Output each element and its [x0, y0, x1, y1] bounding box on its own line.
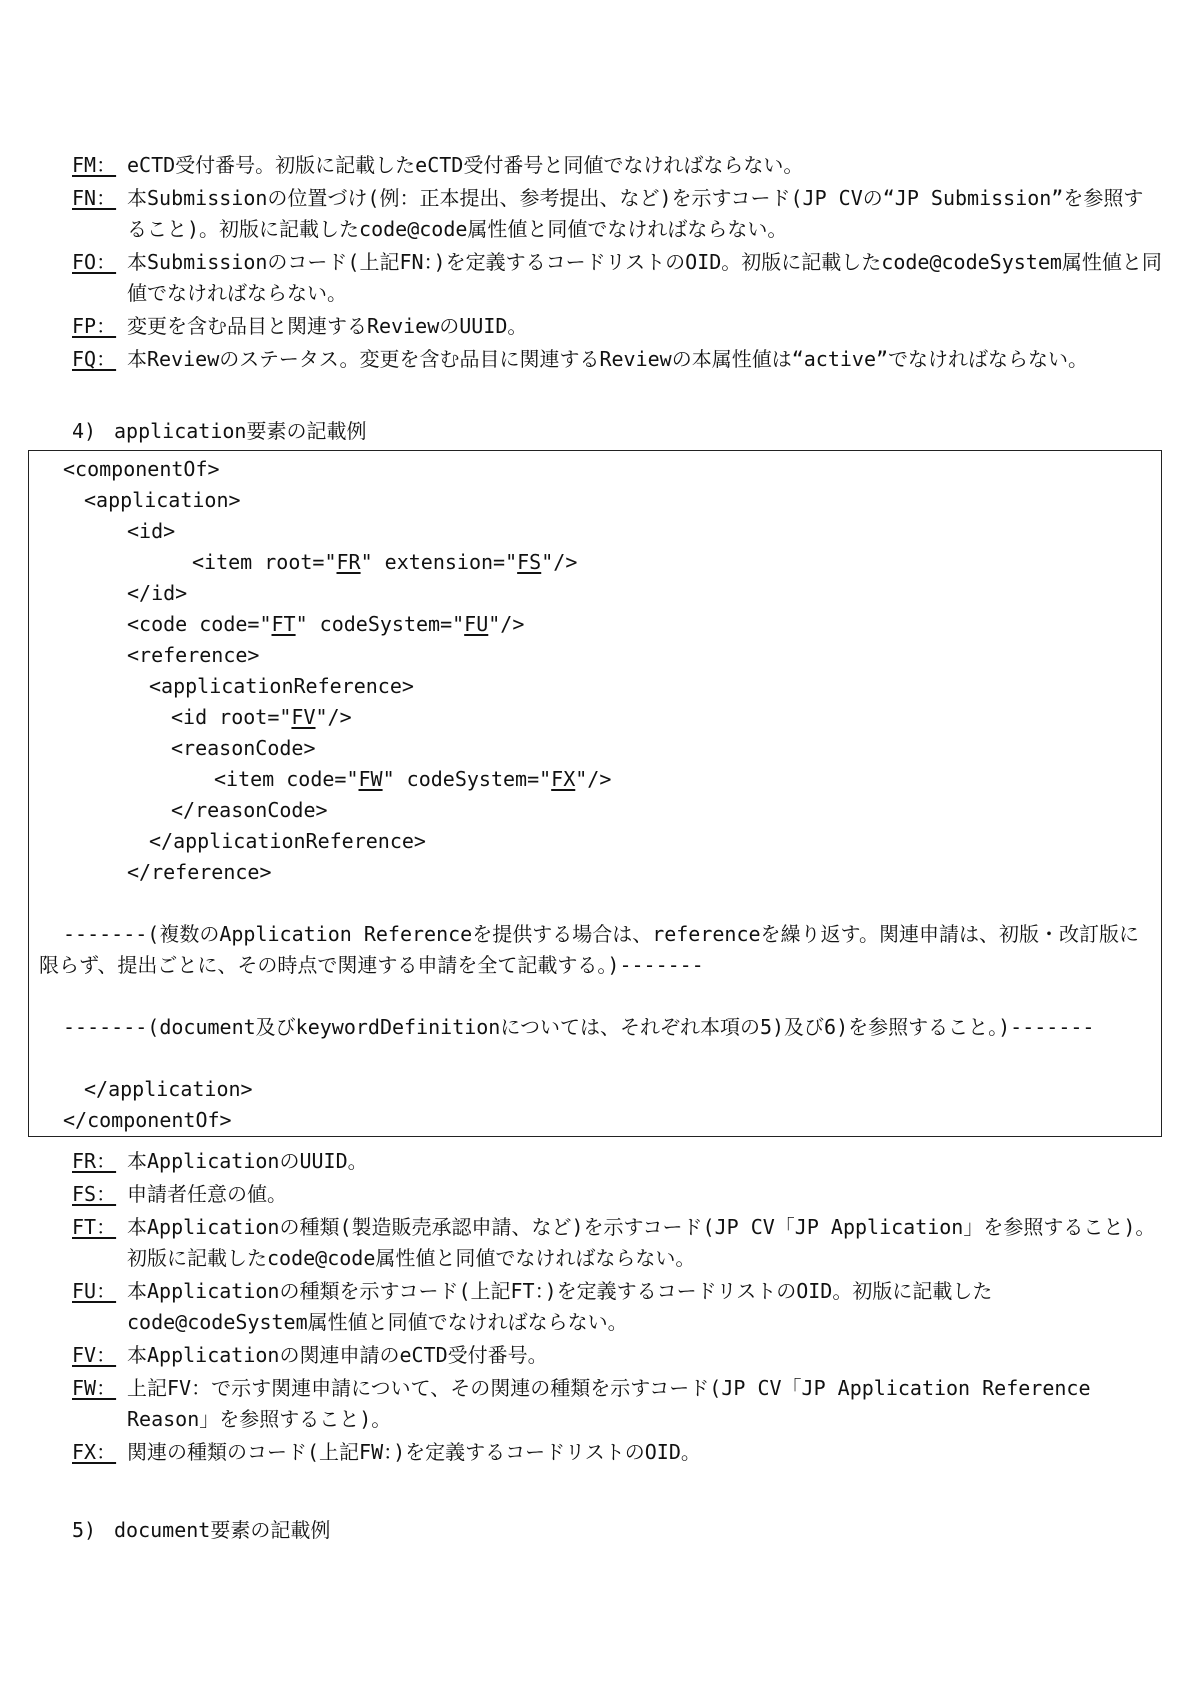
definition-item — [72, 344, 1162, 375]
code-line — [171, 702, 352, 733]
definition-item — [72, 247, 1162, 309]
placeholder-code: FU — [464, 612, 489, 636]
definition-text: 申請者任意の値。 — [127, 1182, 287, 1206]
code-line: <componentOf> — [63, 457, 220, 481]
code-text: <id root=" — [171, 705, 292, 729]
definition-key: FT： — [72, 1215, 117, 1239]
definition-item — [72, 1437, 1162, 1468]
section-number: 5) — [72, 1518, 97, 1542]
definition-text: 本Submissionの位置づけ(例：正本提出、参考提出、など)を示すコード(JP CVの“JP Submission”を参照すること)。初版に記載したcode@code属性値と同値でなければならない。 — [127, 186, 1144, 241]
code-text: " extension=" — [360, 550, 518, 574]
definition-key: FP： — [72, 314, 117, 338]
definition-text: 本Submissionのコード(上記FN：)を定義するコードリストのOID。初版に記載したcode@codeSystem属性値と同値でなければならない。 — [127, 250, 1162, 305]
code-text: <item code=" — [214, 767, 359, 791]
section-number: 4) — [72, 419, 97, 443]
code-note: -------(document及びkeywordDefinitionについては、それぞれ本項の5)及び6)を参照すること。)------- — [63, 1015, 1095, 1039]
code-line: </reasonCode> — [171, 798, 328, 822]
definition-text: 変更を含む品目と関連するReviewのUUID。 — [127, 314, 528, 338]
code-example-box — [28, 450, 1162, 1137]
definition-item — [72, 1212, 1162, 1274]
code-line: </reference> — [127, 860, 272, 884]
definition-item — [72, 1373, 1162, 1435]
definition-key: FM： — [72, 153, 117, 177]
placeholder-code: FR — [336, 550, 361, 574]
definitions-top — [72, 150, 1162, 377]
code-text: <item root=" — [192, 550, 337, 574]
code-text: "/> — [541, 550, 578, 574]
definition-key: FU： — [72, 1279, 117, 1303]
code-line: </id> — [127, 581, 188, 605]
definition-item — [72, 1340, 1162, 1371]
definition-item — [72, 311, 1162, 342]
definition-item — [72, 1276, 1162, 1338]
definition-key: FS： — [72, 1182, 117, 1206]
section-title: document要素の記載例 — [114, 1518, 331, 1542]
code-line: <id> — [127, 519, 176, 543]
definition-text: 本Applicationの種類を示すコード(上記FT：)を定義するコードリストのOID。初版に記載したcode@codeSystem属性値と同値でなければならない。 — [127, 1279, 993, 1334]
definition-key: FO： — [72, 250, 117, 274]
definition-item — [72, 1179, 1162, 1210]
definition-text: 本ApplicationのUUID。 — [127, 1149, 368, 1173]
code-line: <reasonCode> — [171, 736, 316, 760]
definition-text: 上記FV：で示す関連申請について、その関連の種類を示すコード(JP CV「JP Application Reference Reason」を参照すること)。 — [127, 1376, 1091, 1431]
definition-text: 関連の種類のコード(上記FW：)を定義するコードリストのOID。 — [127, 1440, 701, 1464]
definitions-bottom — [72, 1146, 1162, 1470]
code-line: <applicationReference> — [149, 674, 414, 698]
section-heading-5 — [72, 1515, 330, 1546]
placeholder-code: FS — [517, 550, 542, 574]
code-text: " codeSystem=" — [382, 767, 552, 791]
definition-key: FR： — [72, 1149, 117, 1173]
definition-item — [72, 1146, 1162, 1177]
code-line: </applicationReference> — [149, 829, 426, 853]
placeholder-code: FV — [291, 705, 316, 729]
definition-text: 本Applicationの関連申請のeCTD受付番号。 — [127, 1343, 548, 1367]
code-line — [127, 609, 524, 640]
code-line: </application> — [84, 1077, 253, 1101]
definition-key: FQ： — [72, 347, 117, 371]
code-line — [214, 764, 611, 795]
code-text: "/> — [488, 612, 525, 636]
placeholder-code: FW — [358, 767, 383, 791]
code-text: " codeSystem=" — [295, 612, 465, 636]
definition-item — [72, 183, 1162, 245]
code-line — [192, 547, 577, 578]
code-line: <application> — [84, 488, 241, 512]
placeholder-code: FX — [551, 767, 576, 791]
definition-key: FX： — [72, 1440, 117, 1464]
definition-key: FW： — [72, 1376, 117, 1400]
definition-text: 本Reviewのステータス。変更を含む品目に関連するReviewの本属性値は“active”でなければならない。 — [127, 347, 1089, 371]
definition-item — [72, 150, 1162, 181]
definition-key: FN： — [72, 186, 117, 210]
code-text: "/> — [575, 767, 612, 791]
section-title: application要素の記載例 — [114, 419, 367, 443]
code-line: <reference> — [127, 643, 260, 667]
definition-key: FV： — [72, 1343, 117, 1367]
code-line: </componentOf> — [63, 1108, 232, 1132]
code-note: -------(複数のApplication Referenceを提供する場合は、referenceを繰り返す。関連申請は、初版・改訂版に限らず、提出ごとに、その時点で関連する申請を全て記載する。)------- — [39, 922, 1139, 977]
placeholder-code: FT — [271, 612, 296, 636]
definition-text: eCTD受付番号。初版に記載したeCTD受付番号と同値でなければならない。 — [127, 153, 804, 177]
code-text: <code code=" — [127, 612, 272, 636]
definition-text: 本Applicationの種類(製造販売承認申請、など)を示すコード(JP CV「JP Application」を参照すること)。初版に記載したcode@code属性値と同値でなければならない。 — [127, 1215, 1156, 1270]
section-heading-4 — [72, 416, 366, 447]
code-text: "/> — [315, 705, 352, 729]
